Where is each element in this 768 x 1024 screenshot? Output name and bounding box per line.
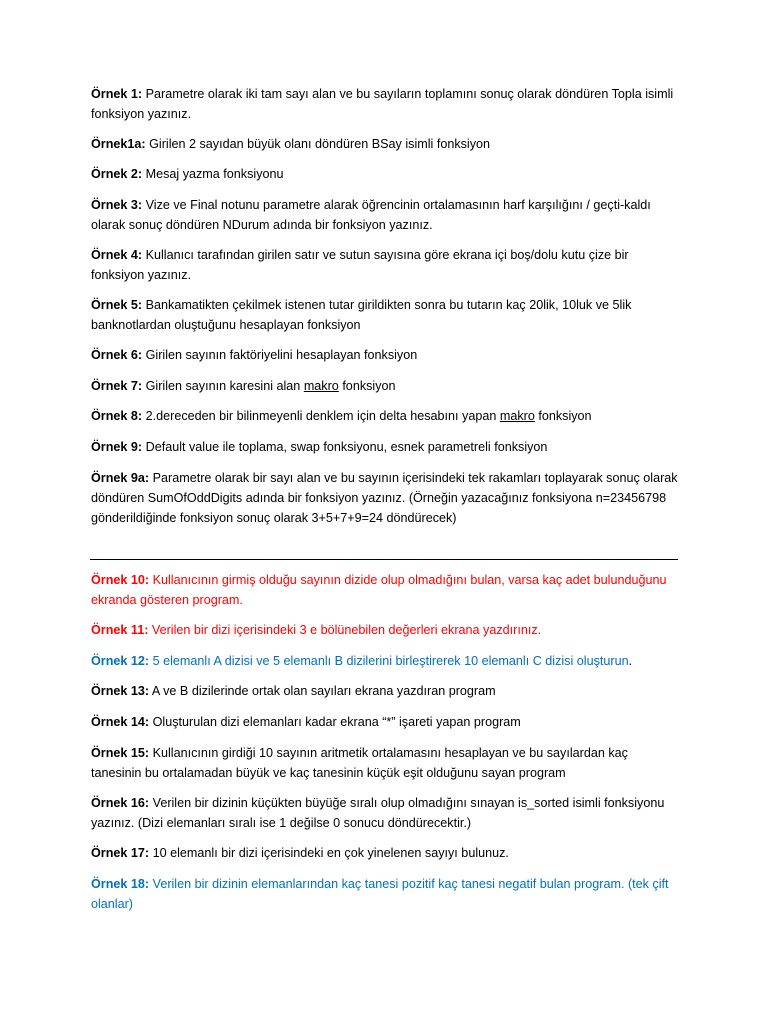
- example-16: [91, 793, 681, 833]
- example-11: [91, 620, 681, 640]
- example-3: [91, 195, 681, 235]
- example-text: Vize ve Final notunu parametre alarak öğrencinin ortalamasının harf karşılığını / geçti-kaldı olarak sonuç döndüren NDurum adında bir fonksiyon yazınız.: [91, 198, 651, 232]
- example-14: [91, 712, 681, 732]
- example-text: Bankamatikten çekilmek istenen tutar girildikten sonra bu tutarın kaç 20lik, 10luk ve 5lik banknotlardan oluştuğunu hesaplayan fonksiyon: [91, 298, 632, 332]
- example-text: Verilen bir dizi içerisindeki 3 e bölünebilen değerleri ekrana yazdırınız.: [151, 623, 542, 637]
- example-text: Kullanıcının girdiği 10 sayının aritmetik ortalamasını hesaplayan ve bu sayılardan kaç tanesinin bu ortalamadan büyük ve kaç tanesinin küçük eşit olduğunu sayan program: [91, 746, 628, 780]
- example-label: Örnek 18:: [91, 877, 150, 891]
- example-text: Girilen 2 sayıdan büyük olanı döndüren BSay isimli fonksiyon: [149, 137, 491, 151]
- example-text: Mesaj yazma fonksiyonu: [145, 167, 284, 181]
- example-label: Örnek 15:: [91, 746, 150, 760]
- example-10: [91, 570, 681, 610]
- example-13: [91, 681, 681, 701]
- example-1: [91, 84, 681, 124]
- example-text: 10 elemanlı bir dizi içerisindeki en çok yinelenen sayıyı bulunuz.: [152, 846, 509, 860]
- example-tail: .: [628, 654, 633, 668]
- example-label: Örnek 16:: [91, 796, 150, 810]
- underlined-term: makro: [303, 379, 339, 393]
- example-label: Örnek 9:: [91, 440, 143, 454]
- example-label: Örnek 11:: [91, 623, 149, 637]
- example-5: [91, 295, 681, 335]
- example-label: Örnek 1:: [91, 87, 143, 101]
- underlined-term: makro: [499, 409, 535, 423]
- example-text: Kullanıcının girmiş olduğu sayının dizide olup olmadığını bulan, varsa kaç adet bulunduğunu ekranda gösteren program.: [91, 573, 667, 607]
- example-text: 2.dereceden bir bilinmeyenli denklem için delta hesabını yapan: [145, 409, 497, 423]
- example-label: Örnek 6:: [91, 348, 143, 362]
- example-12: [91, 651, 681, 671]
- example-text: Girilen sayının faktöriyelini hesaplayan fonksiyon: [145, 348, 418, 362]
- example-18: [91, 874, 681, 914]
- example-text: A ve B dizilerinde ortak olan sayıları ekrana yazdıran program: [151, 684, 496, 698]
- example-text: Parametre olarak bir sayı alan ve bu sayının içerisindeki tek rakamları toplayarak sonuç olarak döndüren SumOfOddDigits adında bir fonksiyon yazınız. (Örneğin yazacağınız fonksiyona n=23456798 gönderildiğinde fonksiyon sonuç olarak 3+5+7+9=24 döndürecek): [91, 471, 678, 525]
- example-text: Kullanıcı tarafından girilen satır ve sutun sayısına göre ekrana içi boş/dolu kutu çize bir fonksiyon yazınız.: [91, 248, 629, 282]
- example-7: [91, 376, 681, 396]
- example-text: Verilen bir dizinin elemanlarından kaç tanesi pozitif kaç tanesi negatif bulan program. (tek çift olanlar): [91, 877, 669, 911]
- example-label: Örnek 2:: [91, 167, 143, 181]
- example-text: fonksiyon: [342, 379, 396, 393]
- example-label: Örnek 5:: [91, 298, 143, 312]
- example-text: Default value ile toplama, swap fonksiyonu, esnek parametreli fonksiyon: [145, 440, 548, 454]
- example-label: Örnek1a:: [91, 137, 146, 151]
- example-9: [91, 437, 681, 457]
- example-1a: [91, 134, 681, 154]
- section-divider: [90, 559, 678, 560]
- example-label: Örnek 3:: [91, 198, 143, 212]
- example-15: [91, 743, 681, 783]
- example-label: Örnek 8:: [91, 409, 143, 423]
- example-text: Verilen bir dizinin küçükten büyüğe sıralı olup olmadığını sınayan is_sorted isimli fonksiyonu yazınız. (Dizi elemanları sıralı ise 1 değilse 0 sonucu döndürecektir.): [91, 796, 665, 830]
- example-label: Örnek 17:: [91, 846, 150, 860]
- example-8: [91, 406, 681, 426]
- example-label: Örnek 14:: [91, 715, 150, 729]
- example-text: Girilen sayının karesini alan: [145, 379, 301, 393]
- example-2: [91, 164, 681, 184]
- example-text: 5 elemanlı A dizisi ve 5 elemanlı B dizilerini birleştirerek 10 elemanlı C dizisi oluşturun: [152, 654, 629, 668]
- example-label: Örnek 10:: [91, 573, 150, 587]
- example-text: Oluşturulan dizi elemanları kadar ekrana “*” işareti yapan program: [152, 715, 521, 729]
- example-label: Örnek 12:: [91, 654, 150, 668]
- example-17: [91, 843, 681, 863]
- example-label: Örnek 4:: [91, 248, 143, 262]
- example-4: [91, 245, 681, 285]
- example-label: Örnek 7:: [91, 379, 143, 393]
- example-9a: [91, 468, 681, 528]
- example-text: Parametre olarak iki tam sayı alan ve bu sayıların toplamını sonuç olarak döndüren Topla isimli fonksiyon yazınız.: [91, 87, 674, 121]
- example-label: Örnek 9a:: [91, 471, 150, 485]
- example-text: fonksiyon: [538, 409, 592, 423]
- example-6: [91, 345, 681, 365]
- example-label: Örnek 13:: [91, 684, 150, 698]
